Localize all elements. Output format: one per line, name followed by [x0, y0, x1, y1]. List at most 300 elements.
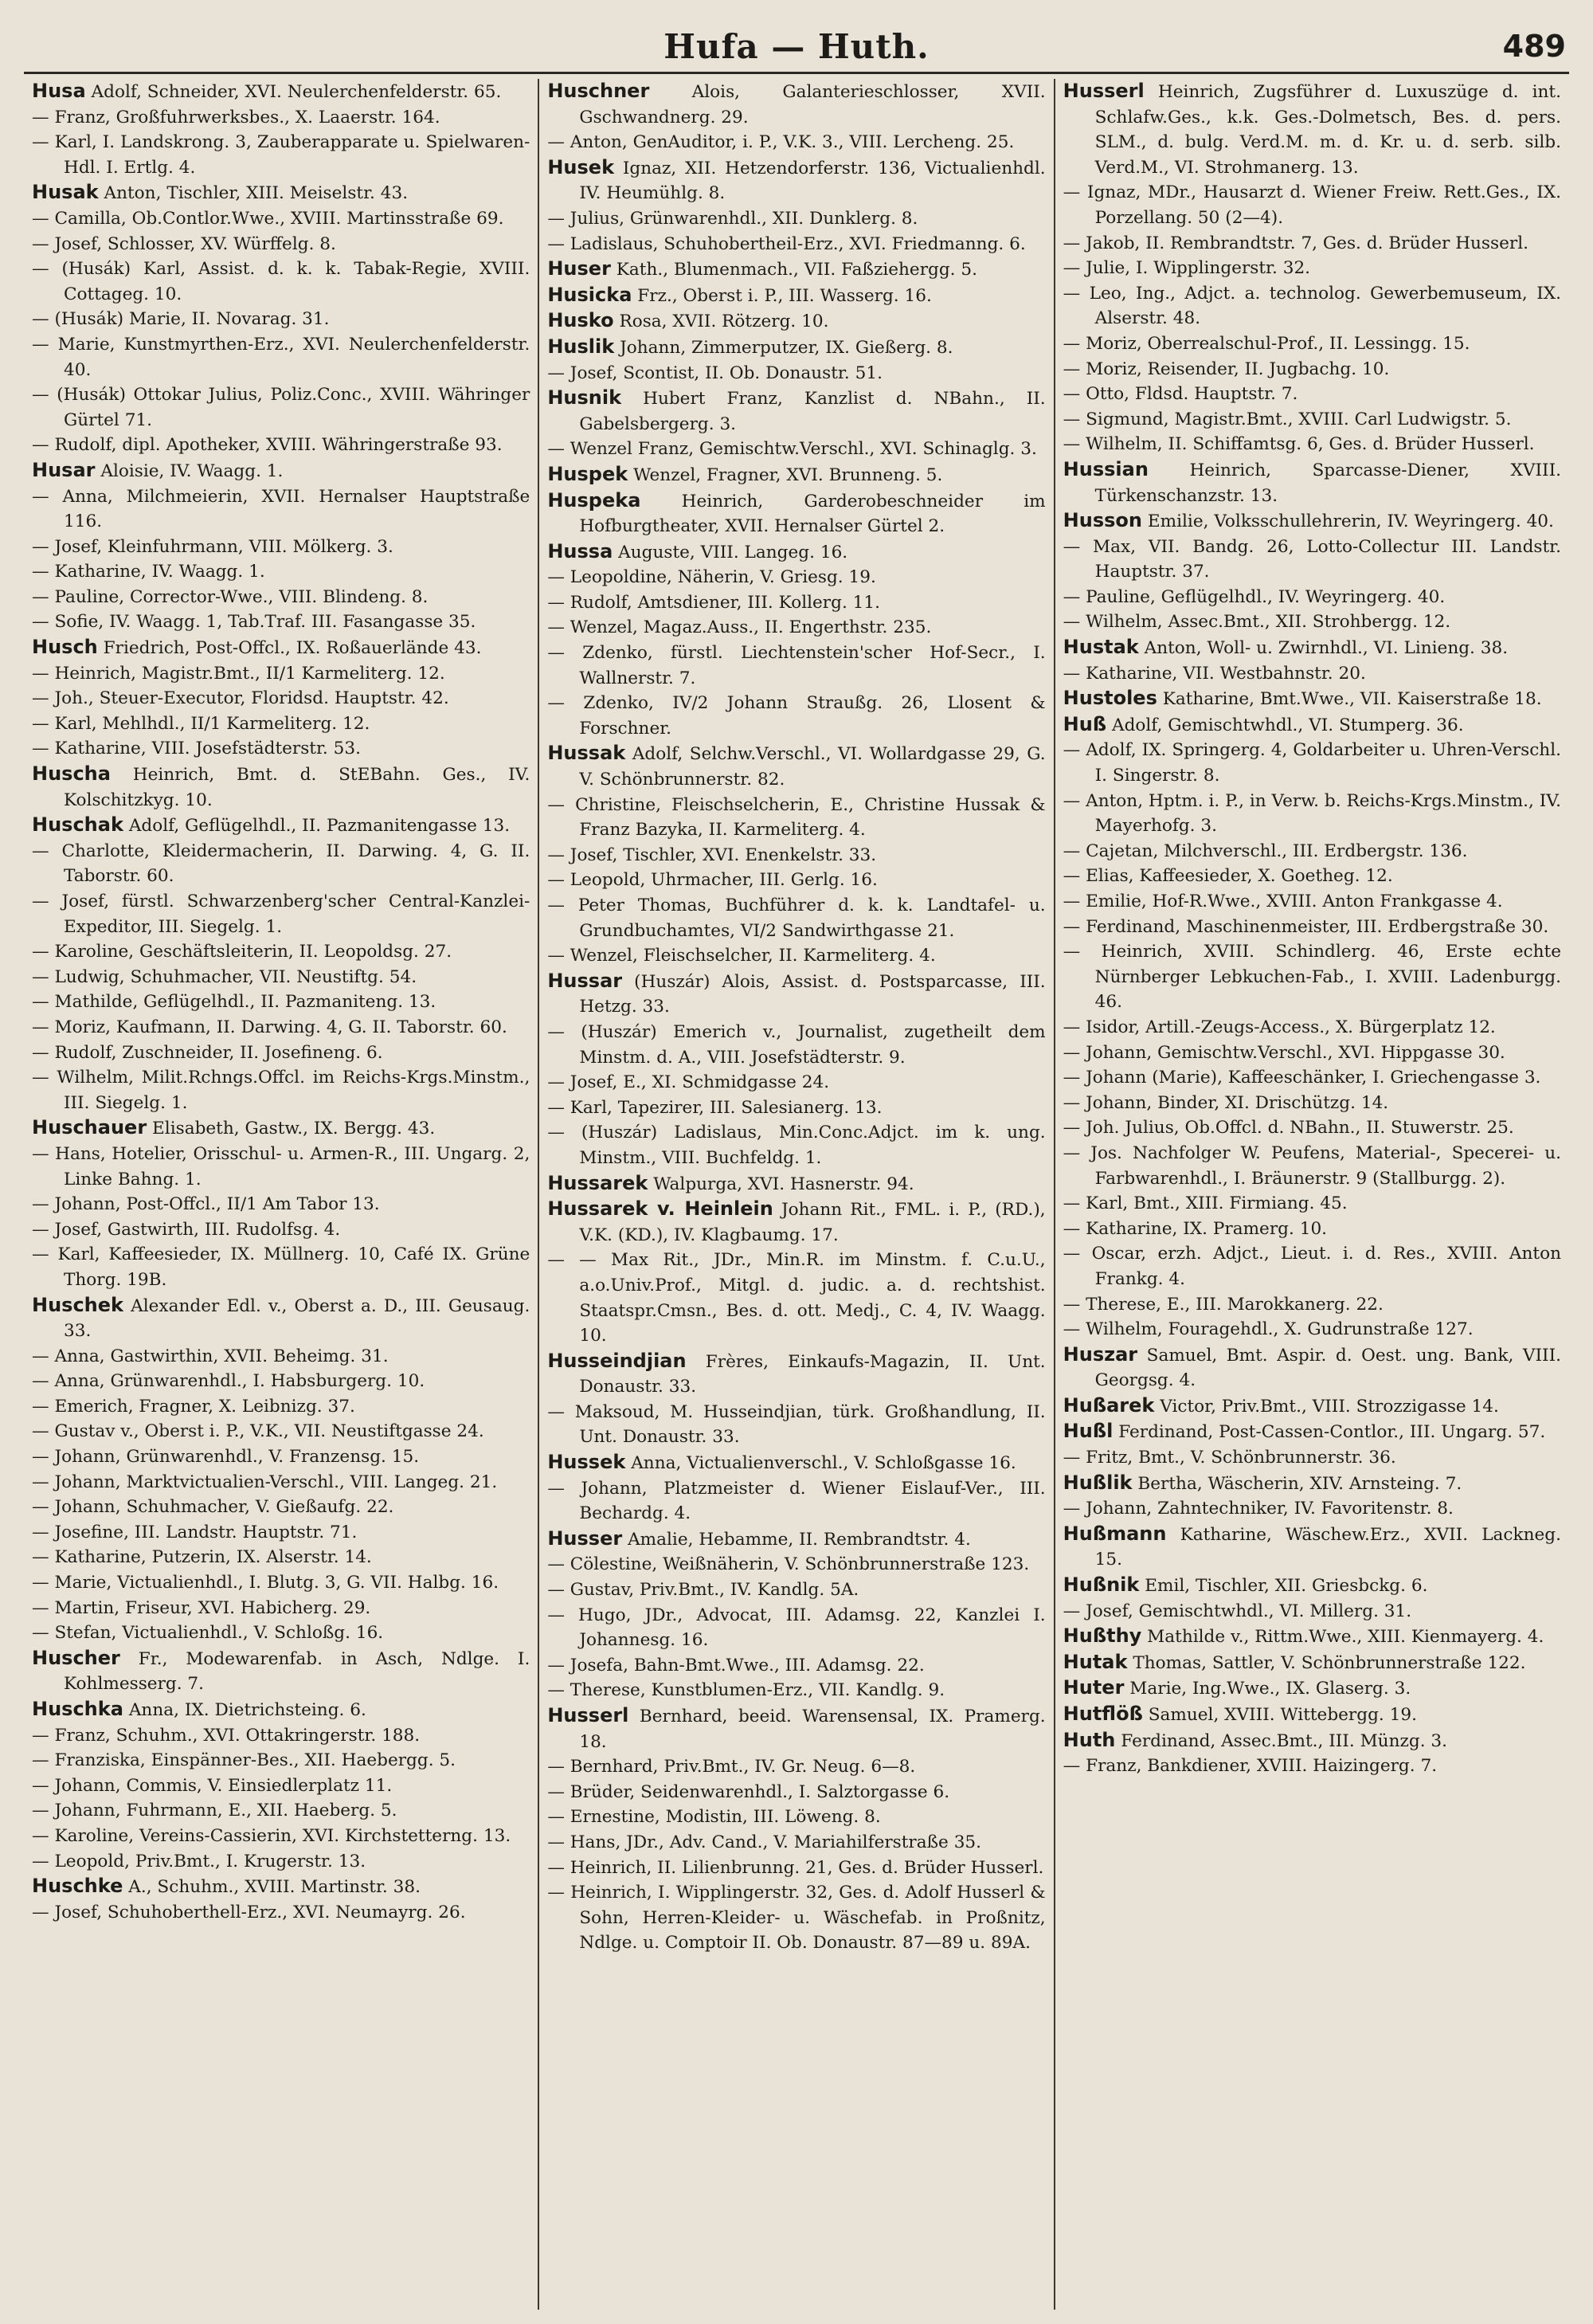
entry-text: Fr., Modewarenfab. in Asch, Ndlge. I. Kohlmesserg. 7.: [64, 1648, 530, 1695]
entry-text: — Christine, Fleischselcherin, E., Christine Hussak & Franz Bazyka, II. Karmeliterg. 4.: [547, 794, 1046, 841]
directory-entry: [547, 641, 1045, 691]
directory-entry-main: [32, 458, 530, 484]
directory-entry: [547, 565, 1045, 590]
entry-text: Ferdinand, Post-Cassen-Contlor., III. Ungarg. 57.: [1118, 1422, 1546, 1443]
directory-entry: [1063, 231, 1561, 257]
entry-text: — Therese, Kunstblumen-Erz., VII. Kandlg. 9.: [547, 1680, 945, 1701]
entry-text: — Josefine, III. Landstr. Hauptstr. 71.: [32, 1522, 358, 1542]
entry-text: — Julius, Grünwarenhdl., XII. Dunklerg. 8.: [547, 208, 918, 229]
entry-surname: Huscha: [32, 762, 111, 786]
entry-text: — Katharine, VII. Westbahnstr. 20.: [1063, 663, 1366, 684]
directory-entry-main: [1063, 508, 1561, 535]
directory-entry: [1063, 1065, 1561, 1091]
entry-surname: Huser: [547, 257, 611, 280]
entry-text: Amalie, Hebamme, II. Rembrandtstr. 4.: [628, 1529, 971, 1550]
directory-entry-main: [547, 1349, 1045, 1400]
entry-text: — Joh., Steuer-Executor, Floridsd. Hauptstr. 42.: [32, 688, 449, 709]
entry-text: Rosa, XVII. Rötzerg. 10.: [619, 312, 829, 332]
directory-entry: [547, 590, 1045, 616]
directory-entry: [32, 1142, 530, 1192]
directory-entry: [32, 1419, 530, 1444]
entry-surname: Hussian: [1063, 457, 1149, 480]
entry-text: — Adolf, IX. Springerg. 4, Goldarbeiter u. Uhren-Verschl. I. Singerstr. 8.: [1063, 740, 1561, 786]
directory-entry-main: [1063, 1702, 1561, 1728]
directory-entry-main: [547, 283, 1045, 309]
entry-text: — (Huszár) Emerich v., Journalist, zugetheilt dem Minstm. d. A., VIII. Josefstädterstr. 9.: [547, 1021, 1046, 1068]
directory-entry: [547, 1754, 1045, 1780]
entry-text: Adolf, Geflügelhdl., II. Pazmanitengasse 13.: [128, 816, 511, 837]
entry-text: — (Husák) Marie, II. Novarag. 31.: [32, 309, 330, 330]
column-right: [1054, 79, 1569, 2310]
entry-text: Anton, Woll- u. Zwirnhdl., VI. Linieng. 38.: [1144, 638, 1509, 659]
directory-entry: [1063, 1091, 1561, 1116]
directory-entry-main: [1063, 1728, 1561, 1754]
entry-text: — Otto, Fldsd. Hauptstr. 7.: [1063, 384, 1298, 405]
directory-entry: [547, 1120, 1045, 1170]
entry-surname: Huschauer: [32, 1116, 147, 1139]
entry-text: — Bernhard, Priv.Bmt., IV. Gr. Neug. 6—8.: [547, 1757, 916, 1777]
entry-text: — Emerich, Fragner, X. Leibnizg. 37.: [32, 1396, 355, 1417]
entry-text: — Wilhelm, Assec.Bmt., XII. Strohbergg. 12.: [1063, 612, 1451, 633]
entry-text: — Franziska, Einspänner-Bes., XII. Haebergg. 5.: [32, 1750, 456, 1771]
directory-entry: [1063, 1115, 1561, 1141]
entry-text: — Wenzel, Fleischselcher, II. Karmeliterg. 4.: [547, 946, 936, 966]
directory-entry: [32, 1849, 530, 1875]
entry-text: — Isidor, Artill.-Zeugs-Access., X. Bürgerplatz 12.: [1063, 1017, 1496, 1037]
directory-entry: [547, 232, 1045, 257]
directory-entry: [1063, 839, 1561, 864]
entry-text: — Franz, Schuhm., XVI. Ottakringerstr. 188.: [32, 1725, 421, 1746]
directory-entry: [547, 1248, 1045, 1348]
entry-text: — Josef, Scontist, II. Ob. Donaustr. 51.: [547, 363, 883, 383]
entry-surname: Husicka: [547, 283, 632, 306]
entry-text: — Josef, Tischler, XVI. Enenkelstr. 33.: [547, 845, 877, 865]
directory-entry: [32, 232, 530, 257]
entry-text: — Rudolf, Amtsdiener, III. Kollerg. 11.: [547, 592, 881, 613]
entry-text: — Katharine, Putzerin, IX. Alserstr. 14.: [32, 1547, 372, 1568]
column-left: [24, 79, 538, 2310]
entry-surname: Huszar: [1063, 1342, 1138, 1366]
directory-entry-main: [547, 488, 1045, 539]
directory-entry: [1063, 1141, 1561, 1191]
entry-text: Anna, Victualienverschl., V. Schloßgasse 16.: [631, 1453, 1016, 1474]
entry-text: — Wenzel Franz, Gemischtw.Verschl., XVI. Schinaglg. 3.: [547, 439, 1037, 460]
directory-entry: [32, 1723, 530, 1749]
page-header: [24, 25, 1569, 74]
directory-entry: [1063, 1599, 1561, 1624]
entry-text: — Johann, Post-Offcl., II/1 Am Tabor 13.: [32, 1194, 380, 1215]
directory-entry: [32, 1621, 530, 1646]
entry-text: — Josef, E., XI. Schmidgasse 24.: [547, 1072, 830, 1093]
entry-text: — Peter Thomas, Buchführer d. k. k. Landtafel- u. Grundbuchamtes, VI/2 Sandwirthgasse 21.: [547, 896, 1046, 941]
entry-text: — Karl, Mehlhdl., II/1 Karmeliterg. 12.: [32, 713, 370, 734]
entry-text: — Anton, GenAuditor, i. P., V.K. 3., VIII. Lercheng. 25.: [547, 132, 1015, 153]
entry-text: Heinrich, Bmt. d. StEBahn. Ges., IV. Kolschitzkyg. 10.: [64, 765, 530, 810]
entry-surname: Huslik: [547, 335, 615, 358]
entry-text: — Johann, Gemischtw.Verschl., XVI. Hippgasse 30.: [1063, 1042, 1505, 1063]
directory-entry: [1063, 1317, 1561, 1342]
entry-text: Frères, Einkaufs-Magazin, II. Unt. Donaustr. 33.: [579, 1351, 1046, 1397]
directory-entry: [547, 1856, 1045, 1881]
entry-text: A., Schuhm., XVIII. Martinstr. 38.: [128, 1877, 421, 1898]
entry-text: — Wilhelm, II. Schiffamtsg. 6, Ges. d. Brüder Husserl.: [1063, 434, 1535, 455]
entry-text: Katharine, Bmt.Wwe., VII. Kaiserstraße 18.: [1162, 689, 1542, 710]
entry-text: Heinrich, Zugsführer d. Luxuszüge d. int. Schlafw.Ges., k.k. Ges.-Dolmetsch, Bes. d. pers. SLM., d. bulg. Verd.M. m. d. Kr. u. d. serb. silb. Verd.M., VI. Strohmanerg. 13.: [1094, 82, 1561, 178]
entry-text: — Josef, Schuhoberthell-Erz., XVI. Neumayrg. 26.: [32, 1902, 466, 1922]
directory-entry-main: [547, 1703, 1045, 1754]
entry-surname: Hussek: [547, 1451, 626, 1474]
entry-text: Samuel, XVIII. Wittebergg. 19.: [1148, 1705, 1417, 1725]
entry-text: — Maksoud, M. Husseindjian, türk. Großhandlung, II. Unt. Donaustr. 33.: [547, 1401, 1046, 1448]
entry-text: — Johann, Grünwarenhdl., V. Franzensg. 15.: [32, 1447, 420, 1468]
directory-entry-main: [1063, 79, 1561, 180]
entry-text: — Heinrich, II. Lilienbrunng. 21, Ges. d. Brüder Husserl.: [547, 1857, 1044, 1878]
directory-entry-main: [32, 635, 530, 661]
entry-surname: Husnik: [547, 386, 622, 410]
directory-entry: [32, 535, 530, 560]
entry-text: — Josef, Schlosser, XV. Würffelg. 8.: [32, 233, 336, 254]
entry-text: — Karl, Tapezirer, III. Salesianerg. 13.: [547, 1097, 883, 1118]
directory-entry: [32, 1242, 530, 1292]
entry-surname: Hussar: [547, 969, 623, 992]
entry-text: — Anton, Hptm. i. P., in Verw. b. Reichs-Krgs.Minstm., IV. Mayerhofg. 3.: [1063, 790, 1561, 837]
directory-entry: [1063, 357, 1561, 382]
entry-surname: Hustoles: [1063, 687, 1157, 710]
directory-entry: [1063, 535, 1561, 585]
directory-entry-main: [547, 1526, 1045, 1553]
entry-text: — Leopold, Uhrmacher, III. Gerlg. 16.: [547, 870, 878, 891]
entry-text: — Emilie, Hof-R.Wwe., XVIII. Anton Frankgasse 4.: [1063, 892, 1503, 911]
entry-text: — Joh. Julius, Ob.Offcl. d. NBahn., II. Stuwerstr. 25.: [1063, 1118, 1514, 1138]
entry-surname: Husa: [32, 80, 86, 102]
entry-text: — Franz, Bankdiener, XVIII. Haizingerg. 7.: [1063, 1756, 1438, 1777]
directory-entry: [32, 1344, 530, 1370]
entry-text: — Johann, Platzmeister d. Wiener Eislauf-Ver., III. Bechardg. 4.: [547, 1478, 1046, 1524]
entry-surname: Hußlik: [1063, 1471, 1133, 1494]
directory-entry: [32, 332, 530, 382]
entry-surname: Hutak: [1063, 1650, 1128, 1673]
entry-surname: Husch: [32, 636, 98, 659]
entry-text: Adolf, Gemischtwhdl., VI. Stumperg. 36.: [1111, 715, 1464, 735]
directory-entry: [1063, 382, 1561, 407]
directory-entry-main: [1063, 457, 1561, 508]
directory-entry: [547, 1552, 1045, 1577]
entry-text: — Leopoldine, Näherin, V. Griesg. 19.: [547, 567, 876, 588]
entry-text: — Hans, JDr., Adv. Cand., V. Mariahilferstraße 35.: [547, 1832, 982, 1852]
entry-text: — Karoline, Geschäftsleiterin, II. Leopoldsg. 27.: [32, 942, 452, 962]
directory-entry: [32, 1065, 530, 1115]
entry-text: — Johann, Fuhrmann, E., XII. Haeberg. 5.: [32, 1801, 397, 1821]
entry-text: — Johann, Zahntechniker, IV. Favoritenstr. 8.: [1063, 1499, 1454, 1519]
directory-entry: [1063, 256, 1561, 281]
directory-entry: [1063, 1754, 1561, 1779]
directory-entry-main: [1063, 1675, 1561, 1702]
directory-entry: [32, 1545, 530, 1570]
entry-text: — Mathilde, Geflügelhdl., II. Pazmaniteng. 13.: [32, 992, 436, 1013]
entry-text: — Brüder, Seidenwarenhdl., I. Salztorgasse 6.: [547, 1781, 950, 1802]
entry-text: — Ignaz, MDr., Hausarzt d. Wiener Freiw. Rett.Ges., IX. Porzellang. 50 (2—4).: [1063, 182, 1561, 228]
entry-text: — Ernestine, Modistin, III. Löweng. 8.: [547, 1807, 881, 1828]
entry-text: Adolf, Selchw.Verschl., VI. Wollardgasse 29, G. V. Schönbrunnerstr. 82.: [579, 744, 1046, 790]
directory-entry: [547, 1603, 1045, 1653]
entry-text: Kath., Blumenmach., VII. Faßziehergg. 5.: [616, 260, 977, 280]
directory-entry-main: [32, 1293, 530, 1344]
directory-entry: [547, 206, 1045, 232]
entry-text: — Karl, I. Landskrong. 3, Zauberapparate u. Spielwaren-Hdl. I. Ertlg. 4.: [32, 132, 530, 178]
directory-entry: [32, 1192, 530, 1217]
entry-text: — Ferdinand, Maschinenmeister, III. Erdbergstraße 30.: [1063, 916, 1549, 937]
entry-text: Adolf, Schneider, XVI. Neulerchenfelderstr. 65.: [91, 82, 502, 102]
entry-surname: Hußl: [1063, 1420, 1114, 1443]
directory-entry-main: [547, 462, 1045, 488]
entry-text: — Marie, Kunstmyrthen-Erz., XVI. Neulerchenfelderstr. 40.: [32, 334, 530, 380]
directory-entry: [1063, 1292, 1561, 1318]
directory-entry: [32, 382, 530, 433]
directory-entry: [32, 1217, 530, 1243]
directory-entry-main: [1063, 1624, 1561, 1650]
entry-surname: Hutflöß: [1063, 1703, 1143, 1725]
entry-text: — Moriz, Kaufmann, II. Darwing. 4, G. II. Taborstr. 60.: [32, 1017, 507, 1037]
entry-text: — Camilla, Ob.Contlor.Wwe., XVIII. Martinsstraße 69.: [32, 208, 504, 229]
entry-text: — Gustav, Priv.Bmt., IV. Kandlg. 5A.: [547, 1580, 859, 1601]
directory-entry-main: [32, 1115, 530, 1142]
directory-entry-main: [1063, 1471, 1561, 1497]
entry-text: Heinrich, Garderobeschneider im Hofburgtheater, XVII. Hernalser Gürtel 2.: [579, 491, 1046, 537]
directory-entry-main: [547, 1450, 1045, 1476]
entry-text: — Hans, Hotelier, Orisschul- u. Armen-R., III. Ungarg. 2, Linke Bahng. 1.: [32, 1143, 530, 1189]
directory-entry-main: [547, 308, 1045, 335]
directory-entry-main: [32, 180, 530, 206]
directory-entry-main: [547, 79, 1045, 130]
entry-text: — Katharine, VIII. Josefstädterstr. 53.: [32, 739, 362, 759]
directory-entry: [1063, 585, 1561, 610]
directory-entry-main: [547, 257, 1045, 283]
directory-entry-main: [547, 1197, 1045, 1248]
entry-text: — (Husák) Ottokar Julius, Poliz.Conc., XVIII. Währinger Gürtel 71.: [32, 385, 530, 430]
directory-entry: [32, 1773, 530, 1799]
entry-text: — Johann, Marktvictualien-Verschl., VIII. Langeg. 21.: [32, 1472, 498, 1492]
entry-text: — Johann (Marie), Kaffeeschänker, I. Griechengasse 3.: [1063, 1068, 1541, 1088]
entry-surname: Huspek: [547, 462, 628, 485]
entry-surname: Hußmann: [1063, 1522, 1167, 1545]
entry-text: — Johann, Commis, V. Einsiedlerplatz 11.: [32, 1775, 393, 1796]
directory-entry-main: [547, 539, 1045, 566]
entry-text: — Zdenko, fürstl. Liechtenstein'scher Hof-Secr., I. Wallnerstr. 7.: [547, 643, 1046, 688]
directory-entry: [32, 711, 530, 737]
entry-surname: Husko: [547, 309, 614, 332]
entry-text: — (Huszár) Ladislaus, Min.Conc.Adjct. im k. ung. Minstm., VIII. Buchfeldg. 1.: [547, 1123, 1046, 1168]
entry-text: Elisabeth, Gastw., IX. Bergg. 43.: [152, 1119, 436, 1139]
directory-entry-main: [1063, 712, 1561, 739]
entry-text: Emil, Tischler, XII. Griesbckg. 6.: [1145, 1576, 1428, 1597]
entry-surname: Hussarek: [547, 1171, 648, 1194]
directory-entry: [1063, 432, 1561, 457]
entry-surname: Huscher: [32, 1646, 120, 1669]
directory-entry-main: [547, 155, 1045, 206]
entry-text: — Katharine, IX. Pramerg. 10.: [1063, 1218, 1328, 1239]
entry-text: — Stefan, Victualienhdl., V. Schloßg. 16.: [32, 1623, 384, 1644]
entry-surname: Husson: [1063, 509, 1142, 532]
entry-surname: Hußarek: [1063, 1393, 1155, 1417]
entry-text: — Martin, Friseur, XVI. Habicherg. 29.: [32, 1597, 371, 1618]
directory-entry-main: [32, 762, 530, 813]
directory-entry: [32, 257, 530, 307]
directory-entry: [1063, 1496, 1561, 1522]
entry-surname: Husar: [32, 458, 96, 481]
entry-text: Victor, Priv.Bmt., VIII. Strozzigasse 14.: [1160, 1396, 1499, 1417]
directory-entry: [547, 1678, 1045, 1703]
column-middle: [538, 79, 1053, 2310]
entry-surname: Hussak: [547, 742, 626, 765]
directory-entry: [32, 1900, 530, 1926]
entry-text: Samuel, Bmt. Aspir. d. Oest. ung. Bank, VIII. Georgsg. 4.: [1094, 1345, 1561, 1391]
directory-entry-main: [1063, 1522, 1561, 1573]
directory-entry: [32, 661, 530, 687]
directory-entry-main: [32, 1697, 530, 1723]
entry-text: — Heinrich, Magistr.Bmt., II/1 Karmeliterg. 12.: [32, 663, 445, 684]
directory-entry: [547, 691, 1045, 741]
directory-entry: [32, 736, 530, 762]
directory-entry-main: [1063, 1342, 1561, 1393]
entry-text: — Moriz, Oberrealschul-Prof., II. Lessingg. 15.: [1063, 333, 1470, 354]
entry-text: Mathilde v., Rittm.Wwe., XIII. Kienmayerg. 4.: [1147, 1627, 1544, 1648]
directory-entry: [547, 1880, 1045, 1956]
directory-entry: [32, 1394, 530, 1420]
entry-surname: Hussarek v. Heinlein: [547, 1197, 773, 1221]
entry-text: Ferdinand, Assec.Bmt., III. Münzg. 3.: [1121, 1730, 1448, 1751]
entry-text: Emilie, Volksschullehrerin, IV. Weyringerg. 40.: [1147, 511, 1554, 532]
entry-surname: Huß: [1063, 712, 1107, 735]
entry-text: — Marie, Victualienhdl., I. Blutg. 3, G. VII. Halbg. 16.: [32, 1573, 499, 1593]
entry-text: Heinrich, Sparcasse-Diener, XVIII. Türkenschanzstr. 13.: [1094, 460, 1561, 506]
directory-entry: [1063, 915, 1561, 940]
directory-entry: [1063, 939, 1561, 1015]
directory-entry: [32, 1495, 530, 1520]
directory-entry: [1063, 661, 1561, 687]
directory-entry: [1063, 281, 1561, 331]
directory-entry: [32, 206, 530, 232]
directory-entry: [32, 965, 530, 990]
directory-entry-main: [547, 1171, 1045, 1197]
entry-text: — Rudolf, Zuschneider, II. Josefineng. 6.: [32, 1042, 383, 1063]
directory-entry: [32, 1369, 530, 1394]
directory-entry-main: [547, 969, 1045, 1020]
entry-text: — — Max Rit., JDr., Min.R. im Minstm. f. C.u.U., a.o.Univ.Prof., Mitgl. d. judic. a. d. rechtshist. Staatspr.Cmsn., Bes. d. ott. Medj., C. 4, IV. Waagg. 10.: [547, 1250, 1046, 1346]
entry-text: Bertha, Wäscherin, XIV. Arnsteing. 7.: [1137, 1473, 1462, 1494]
entry-text: — Josef, Kleinfuhrmann, VIII. Mölkerg. 3.: [32, 536, 393, 557]
directory-entry: [32, 105, 530, 131]
running-title: Hufa — Huth.: [663, 27, 930, 66]
entry-text: Marie, Ing.Wwe., IX. Glaserg. 3.: [1129, 1679, 1411, 1699]
entry-text: — Moriz, Reisender, II. Jugbachg. 10.: [1063, 359, 1390, 379]
directory-entry-main: [32, 1646, 530, 1697]
directory-entry: [32, 889, 530, 939]
entry-text: — Anna, Gastwirthin, XVII. Beheimg. 31.: [32, 1346, 389, 1366]
entry-text: — Cölestine, Weißnäherin, V. Schönbrunnerstraße 123.: [547, 1554, 1030, 1575]
entry-surname: Huschek: [32, 1293, 124, 1316]
entry-text: — Jos. Nachfolger W. Peufens, Material-, Specerei- u. Farbwarenhdl., I. Bräunerstr. 9 (Stallburgg. 2).: [1063, 1142, 1561, 1189]
directory-entry: [547, 1095, 1045, 1121]
entry-text: — Katharine, IV. Waagg. 1.: [32, 562, 265, 582]
entry-text: — Johann, Binder, XI. Drischützg. 14.: [1063, 1092, 1389, 1113]
directory-entry: [547, 361, 1045, 386]
directory-entry: [1063, 609, 1561, 635]
directory-entry-main: [1063, 635, 1561, 661]
directory-entry: [1063, 789, 1561, 839]
directory-entry: [1063, 864, 1561, 889]
directory-entry: [547, 1020, 1045, 1070]
directory-entry: [32, 1824, 530, 1849]
entry-text: Wenzel, Fragner, XVI. Brunneng. 5.: [633, 464, 943, 485]
directory-entry: [1063, 407, 1561, 433]
entry-text: — Josef, Gemischtwhdl., VI. Millerg. 31.: [1063, 1601, 1412, 1621]
directory-entry: [547, 1400, 1045, 1450]
directory-entry: [32, 990, 530, 1015]
entry-surname: Huschner: [547, 80, 650, 102]
directory-entry: [32, 1041, 530, 1066]
entry-text: Alois, Galanterieschlosser, XVII. Gschwandnerg. 29.: [579, 82, 1046, 127]
entry-text: — Pauline, Corrector-Wwe., VIII. Blindeng. 8.: [32, 586, 429, 607]
directory-entry: [1063, 1241, 1561, 1291]
directory-entry: [1063, 1041, 1561, 1066]
entry-text: Frz., Oberst i. P., III. Wasserg. 16.: [637, 285, 932, 306]
directory-entry: [547, 793, 1045, 843]
directory-entry: [32, 1798, 530, 1824]
entry-text: — Josef, Gastwirth, III. Rudolfsg. 4.: [32, 1219, 341, 1240]
entry-text: — Wilhelm, Fouragehdl., X. Gudrunstraße 127.: [1063, 1319, 1474, 1340]
directory-entry: [547, 615, 1045, 641]
directory-entry: [547, 1070, 1045, 1095]
directory-entry: [32, 1015, 530, 1041]
directory-entry: [32, 484, 530, 535]
page-number: 489: [1502, 29, 1566, 64]
entry-text: — Therese, E., III. Marokkanerg. 22.: [1063, 1294, 1384, 1315]
directory-entry: [1063, 738, 1561, 788]
directory-entry: [1063, 180, 1561, 230]
directory-entry: [547, 843, 1045, 868]
directory-entry: [547, 1805, 1045, 1830]
entry-text: — Josef, fürstl. Schwarzenberg'scher Central-Kanzlei-Expeditor, III. Siegelg. 1.: [32, 892, 530, 937]
directory-entry: [1063, 1445, 1561, 1471]
directory-entry: [1063, 1217, 1561, 1242]
entry-text: — Gustav v., Oberst i. P., V.K., VII. Neustiftgasse 24.: [32, 1421, 484, 1442]
entry-text: Auguste, VIII. Langeg. 16.: [618, 542, 848, 562]
entry-text: Aloisie, IV. Waagg. 1.: [100, 460, 284, 481]
directory-entry: [547, 893, 1045, 943]
entry-text: — Ladislaus, Schuhobertheil-Erz., XVI. Friedmanng. 6.: [547, 233, 1026, 254]
entry-surname: Huschke: [32, 1875, 123, 1898]
columns: [24, 79, 1569, 2310]
directory-entry-main: [547, 386, 1045, 437]
entry-text: Anna, IX. Dietrichsteing. 6.: [128, 1700, 366, 1720]
directory-entry: [1063, 331, 1561, 357]
directory-entry: [1063, 1191, 1561, 1217]
entry-text: — Elias, Kaffeesieder, X. Goetheg. 12.: [1063, 866, 1393, 887]
directory-entry: [547, 1780, 1045, 1805]
entry-text: — Heinrich, XVIII. Schindlerg. 46, Erste echte Nürnberger Lebkuchen-Fab., I. XVIII. Ladenburgg. 46.: [1063, 942, 1561, 1013]
entry-text: Anton, Tischler, XIII. Meiselstr. 43.: [104, 183, 409, 204]
entry-text: — Heinrich, I. Wipplingerstr. 32, Ges. d. Adolf Husserl & Sohn, Herren-Kleider- u. Wäschefab. in Proßnitz, Ndlge. u. Comptoir II. Ob. Donaustr. 87—89 u. 89A.: [547, 1883, 1046, 1954]
directory-entry-main: [547, 335, 1045, 361]
entry-surname: Hustak: [1063, 636, 1139, 659]
entry-surname: Huspeka: [547, 488, 641, 511]
entry-text: Alexander Edl. v., Oberst a. D., III. Geusaug. 33.: [64, 1295, 530, 1342]
directory-entry-main: [1063, 1419, 1561, 1445]
directory-entry: [547, 1653, 1045, 1679]
entry-text: — Sofie, IV. Waagg. 1, Tab.Traf. III. Fasangasse 35.: [32, 612, 476, 633]
directory-entry-main: [32, 813, 530, 839]
directory-entry: [32, 1570, 530, 1596]
